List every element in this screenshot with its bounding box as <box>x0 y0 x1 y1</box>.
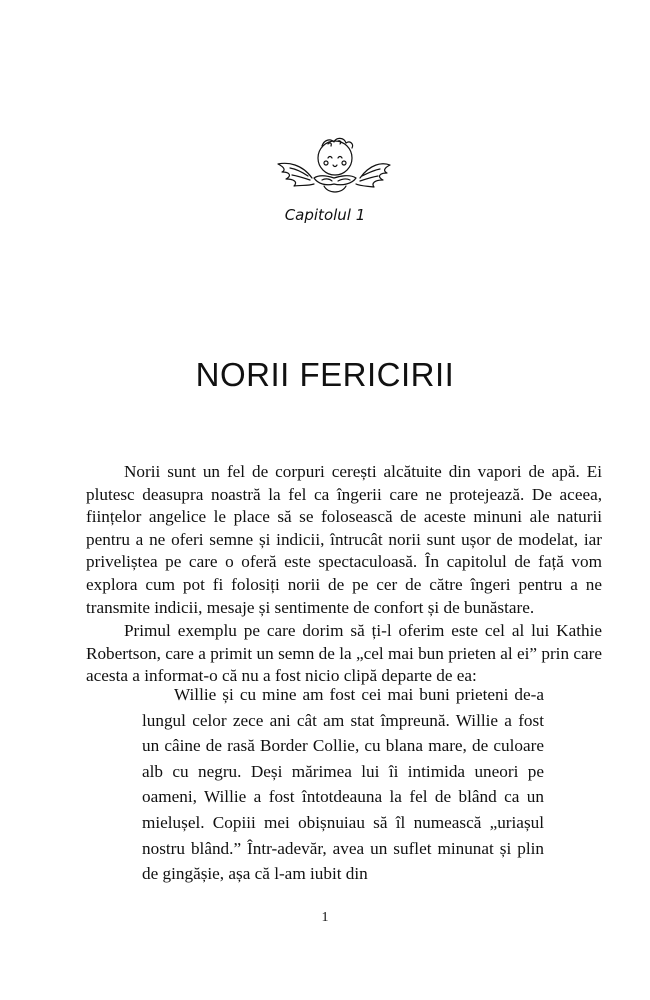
paragraph-text: Primul exemplu pe care dorim să ți-l oferim este cel al lui Kathie Robertson, care a primit un semn de la „cel mai bun prieten al ei” prin care acesta a informat-o că nu a fost nicio clipă departe de ea: <box>86 621 602 686</box>
block-quote <box>142 682 544 887</box>
page-number: 1 <box>321 910 329 925</box>
body-paragraph <box>86 461 602 619</box>
chapter-label: Capitolul 1 <box>284 206 366 224</box>
quote-text: Willie și cu mine am fost cei mai buni prieteni de-a lungul celor zece ani cât am stat împreună. Willie a fost un câine de rasă Border Collie, cu blana mare, de culoare alb cu negru. Deși mărimea lui îi intimida uneori pe oameni, Willie a fost întotdeauna la fel de blând ca un mielușel. Copiii mei obișnuiau să îl numească „uriașul nostru blând.” Într-adevăr, avea un suflet minunat și plin de gingășie, așa că l-am iubit din <box>142 685 544 884</box>
body-paragraph <box>86 620 602 688</box>
chapter-title: NORII FERICIRII <box>195 356 455 393</box>
cherub-angel-icon <box>272 134 394 204</box>
paragraph-text: Norii sunt un fel de corpuri cerești alcătuite din vapori de apă. Ei plutesc deasupra noastră la fel ca îngerii care ne protejează. De aceea, ființelor angelice le place să se folosească de aceste minuni ale naturii pentru a ne oferi semne și indicii, întrucât norii sunt ușor de modelat, iar priveliștea pe care o oferă este spectaculoasă. În capitolul de față vom explora cum pot fi folosiți norii de pe cer de către îngeri pentru a ne transmite indicii, mesaje și sentimente de confort și de bunăstare. <box>86 462 602 617</box>
